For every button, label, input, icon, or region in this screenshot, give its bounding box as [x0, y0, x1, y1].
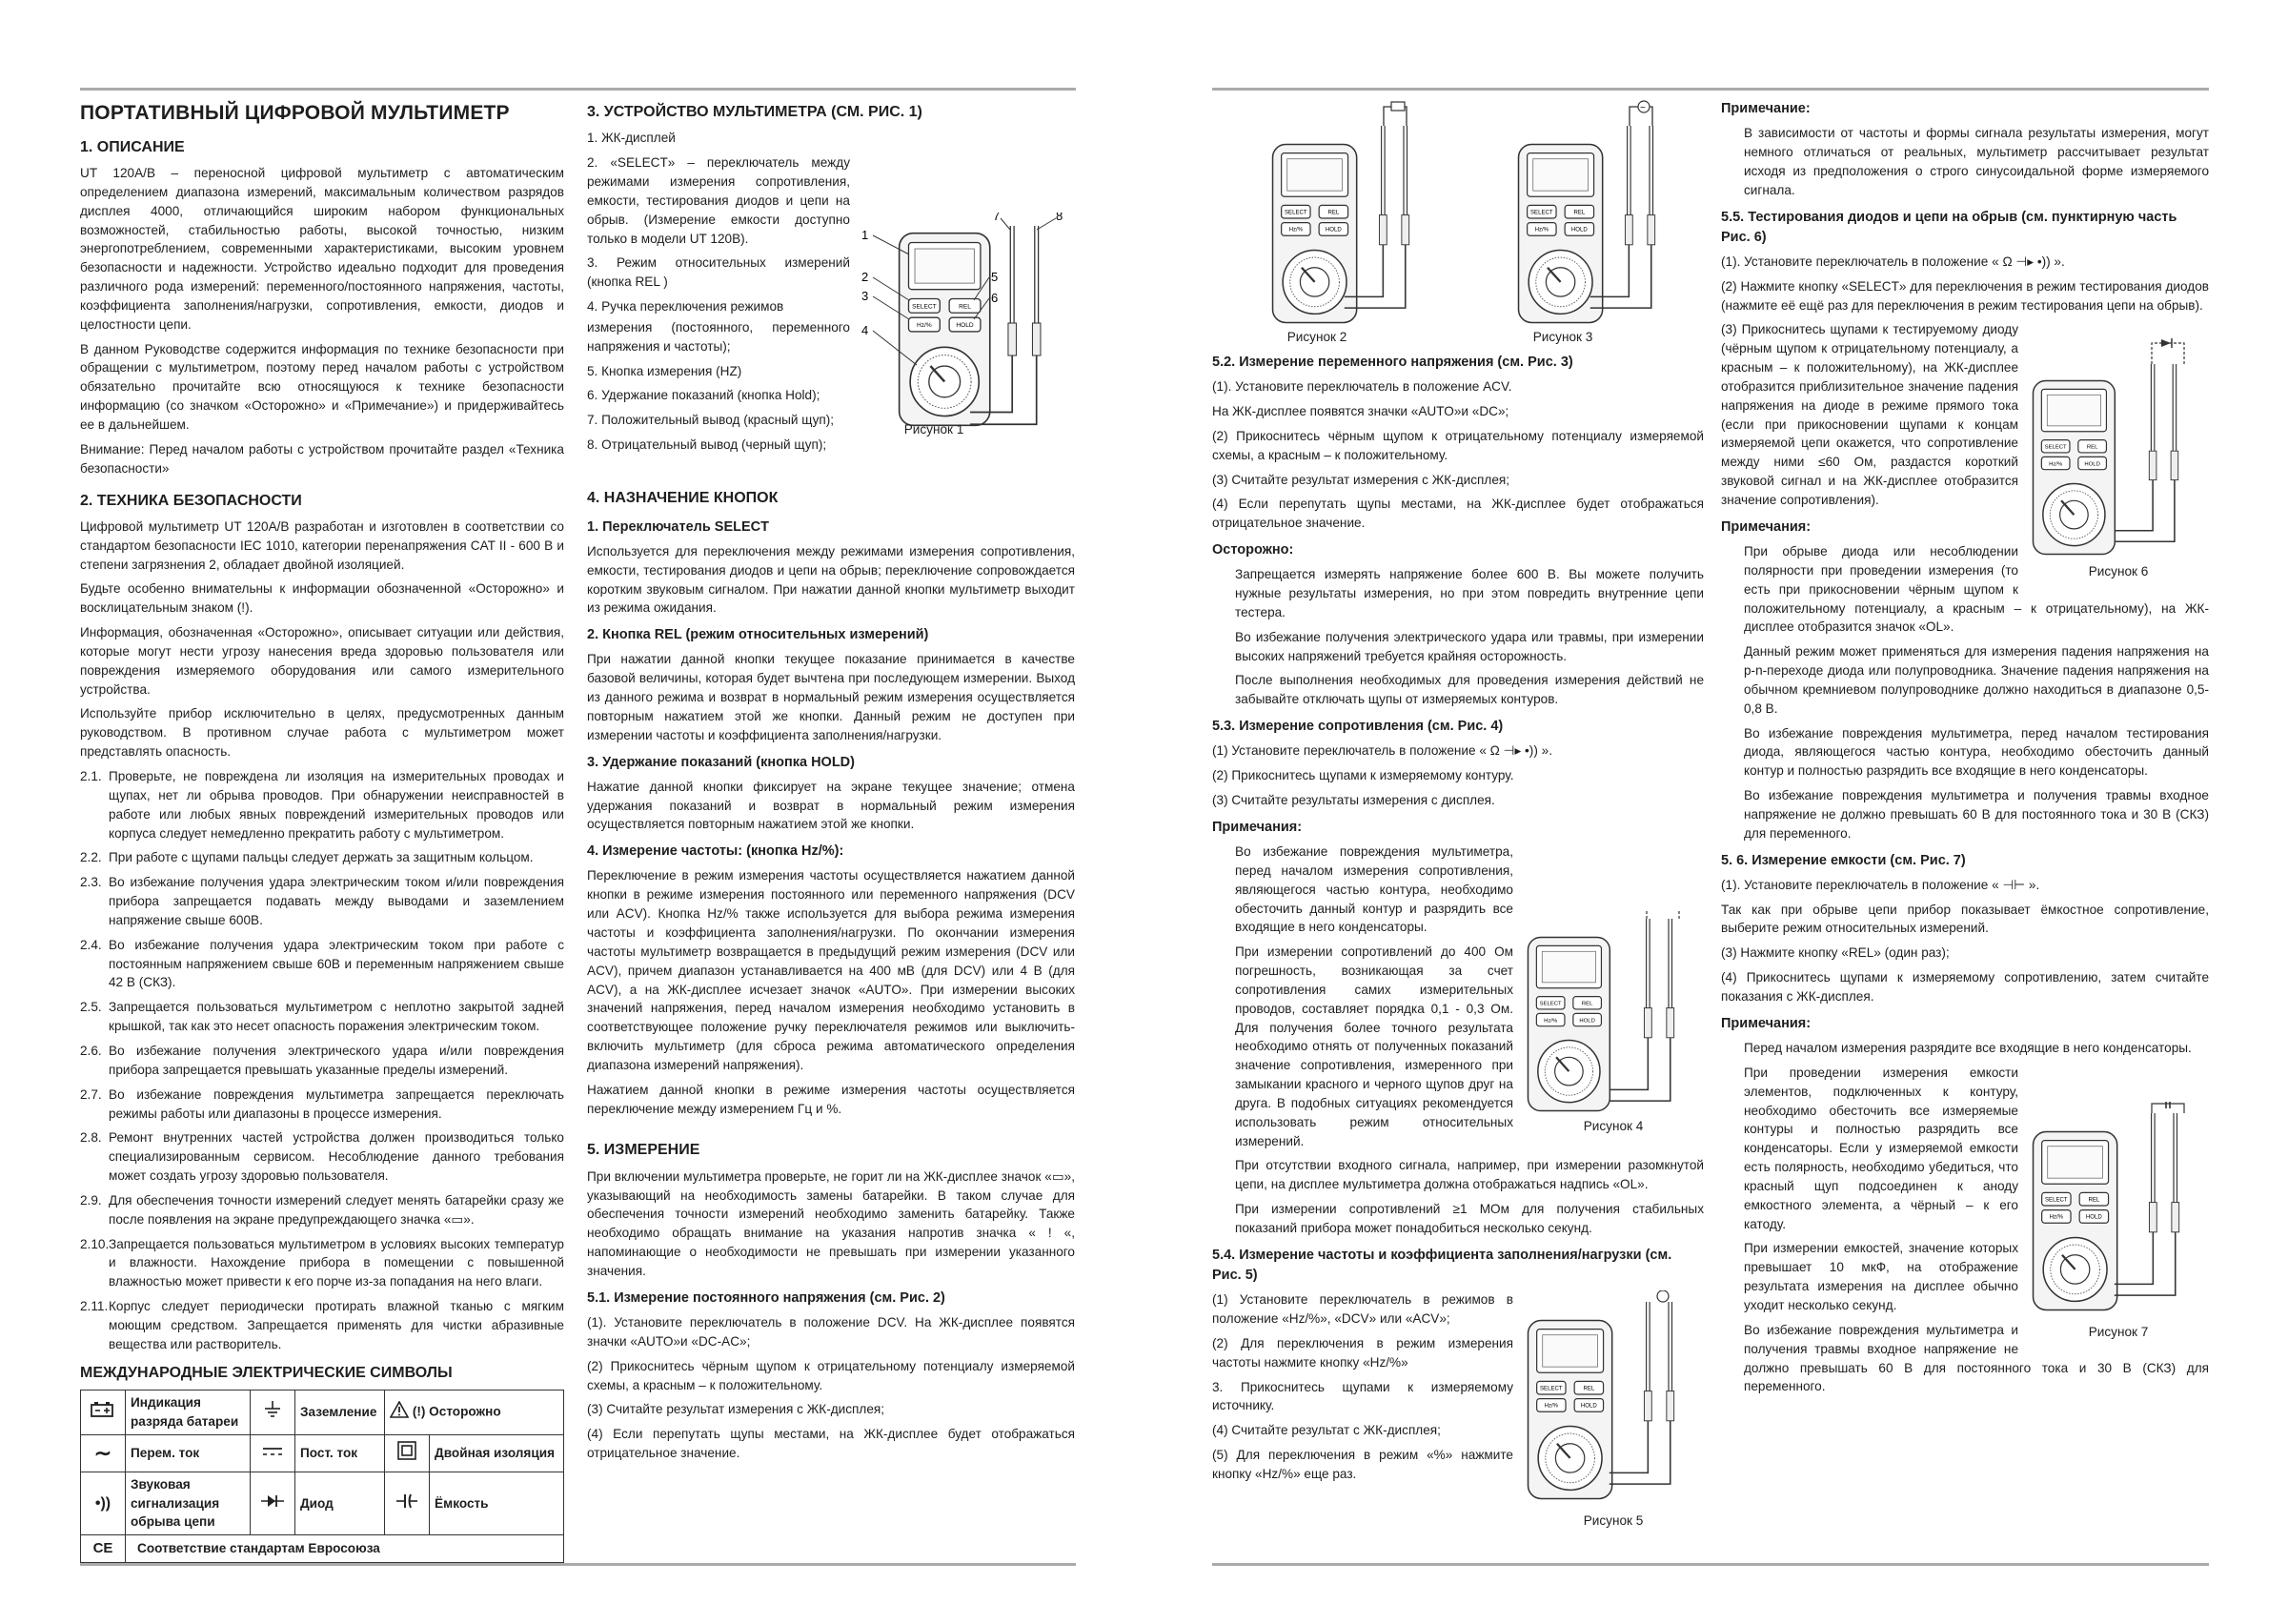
- list-item: 2.8. Ремонт внутренних частей устройства должен производиться только специализированным сервисом. Несоблюдение данного требования может создать угрозу здоровью пользователя.: [80, 1130, 564, 1184]
- callout-1: 1: [861, 228, 869, 243]
- safety-list: [80, 767, 564, 1354]
- list-item: (1). Установите переключатель в положение DCV. На ЖК-дисплее появятся значки «AUTO»и «DC-AC»;: [587, 1315, 1075, 1349]
- list-item: 2.6. Во избежание получения электрического удара и/или повреждения прибора запрещается превышать указанные пределы измерений.: [80, 1043, 564, 1077]
- paragraph: Перед началом измерения разрядите все входящие в него конденсаторы.: [1744, 1041, 2192, 1055]
- list-item: 7. Положительный вывод (красный щуп);: [587, 413, 835, 428]
- section-heading-symbols: МЕЖДУНАРОДНЫЕ ЭЛЕКТРИЧЕСКИЕ СИМВОЛЫ: [80, 1364, 453, 1381]
- list-item: 2.4. Во избежание получения удара электрическим током при работе с постоянным напряжением свыше 60В и переменным напряжением свыше 42 В (СКЗ).: [80, 937, 564, 990]
- paragraph: В зависимости от частоты и формы сигнала результаты измерения, могут немного отличаться от реальных, мультиметр рассчитывает результат исходя из предположения о строго синусоидальной форме измеряемого сигнала.: [1744, 126, 2209, 197]
- bottom-rule-right: [1212, 1563, 2209, 1566]
- paragraph: Цифровой мультиметр UT 120A/B разработан и изготовлен в соответствии со стандартом безопасности IEC 1010, категории перенапряжения CAT II - 600 В и степени загрязнения 2, обладает двойной изоляцией.: [80, 518, 564, 572]
- list-item: (2) Прикоснитесь щупами к измеряемому контуру.: [1212, 768, 1514, 783]
- multimeter-illustration: [1523, 1290, 1704, 1512]
- list-item: (3) Считайте результат измерения с ЖК-дисплея;: [1212, 472, 1510, 487]
- list-item: (2) Прикоснитесь чёрным щупом к отрицательному потенциалу измеряемой схемы, а красным – к положительному.: [1212, 428, 1704, 462]
- list-item: (3) Считайте результаты измерения с дисплея.: [1212, 792, 1495, 807]
- list-item: 2.5. Запрещается пользоваться мультиметром с неплотно закрытой задней крышкой, так как это несет опасность поражения электрическим током.: [80, 1000, 564, 1034]
- dc-icon: [251, 1434, 295, 1472]
- caution-cell: [385, 1390, 564, 1434]
- paragraph: Нажатие данной кнопки фиксирует на экране текущее значение; отмена удержания показаний и возврат в нормальный режим измерения осуществляется повторным нажатием этой же кнопки.: [587, 779, 1075, 832]
- ground-icon: [251, 1390, 295, 1434]
- list-item: 2.11. Корпус следует периодически протирать влажной тканью с мягким моющим средством. Запрещается применять для чистки абразивные вещества или растворитель.: [80, 1299, 564, 1351]
- symbol-label: Диод: [295, 1472, 385, 1535]
- paragraph: Запрещается измерять напряжение более 600 В. Вы можете получить нужные результаты измерения, но при этом повредить внутренние цепи тестера.: [1235, 567, 1704, 619]
- list-item: 2. «SELECT» – переключатель между режимами измерения сопротивления, емкости, тестирования диодов и цепи на обрыв. (Измерение емкости доступно только в модели UT 120B).: [587, 155, 850, 246]
- left-page-column-2: [587, 99, 1075, 1469]
- paragraph: Во избежание повреждения мультиметра, перед началом тестирования диода, являющегося частью контура, необходимо обесточить данный контур и полностью разрядить все входящие в него конденсаторы.: [1744, 725, 2209, 779]
- list-item: (1). Установите переключатель в положение « Ω ⊣▸ •)) ».: [1721, 254, 2065, 269]
- list-item: (4) Считайте результат с ЖК-дисплея;: [1212, 1423, 1441, 1438]
- figure-caption: Рисунок 2: [1286, 330, 1347, 344]
- list-item: 2.1. Проверьте, не повреждена ли изоляция на измерительных проводах и щупах, нет ли обрыва проводов. При обнаружении неисправностей в работе или любых явных повреждений измерительных проводов или корпуса следует немедленно прекратить работу с мультиметром.: [80, 769, 564, 841]
- paragraph: При измерении емкостей, значение которых превышает 10 мкФ, на отображение результата измерения на дисплее обычно уходит несколько секунд.: [1744, 1241, 2018, 1312]
- paragraph: При проведении измерения емкости элементов, подключенных к контуру, необходимо обесточить все измеряемые контуры и полностью разрядить все конденсаторы. Если у измеряемой емкости есть полярность, необходимо убедиться, что красный щуп подсоединен к аноду емкостного элемента, а чёрный – к его катоду.: [1744, 1065, 2018, 1231]
- symbol-label: Заземление: [295, 1390, 385, 1434]
- list-item: На ЖК-дисплее появятся значки «AUTO»и «DC»;: [1212, 404, 1509, 418]
- subheading: Примечания:: [1212, 819, 1303, 835]
- top-rule-left: [80, 88, 1076, 91]
- paragraph: Нажатием данной кнопки в режиме измерения частоты осуществляется переключение между измерением Гц и %.: [587, 1082, 1075, 1116]
- paragraph: При включении мультиметра проверьте, не горит ли на ЖК-дисплее значок «▭», указывающий на необходимость замены батарейки. В таком случае для обеспечения точности измерений необходимо заменить батарейку. Также необходимо обращать внимание на указания напротив значка « ! «, напоминающие о необходимости не превышать при измерении указанного значения.: [587, 1168, 1075, 1279]
- symbol-label: Ёмкость: [430, 1472, 564, 1535]
- section-heading-description: 1. ОПИСАНИЕ: [80, 138, 185, 155]
- list-item: 3. Режим относительных измерений (кнопка REL ): [587, 255, 850, 290]
- list-item: 2.10. Запрещается пользоваться мультиметром в условиях высоких температур и влажности. Нахождение прибора в помещении с повышенной влажностью может привести к его порче из-за попадания на него влаги.: [80, 1236, 564, 1289]
- warning-triangle-icon: [390, 1401, 409, 1424]
- section-heading-buttons: 4. НАЗНАЧЕНИЕ КНОПОК: [587, 490, 779, 507]
- subheading: 5.3. Измерение сопротивления (см. Рис. 4): [1212, 719, 1504, 735]
- figure-caption: Рисунок 4: [1583, 1118, 1644, 1133]
- list-item: измерения (постоянного, переменного напряжения и частоты);: [587, 319, 850, 354]
- paragraph: При измерении сопротивлений ≥1 МОм для получения стабильных показаний прибора может понадобиться несколько секунд.: [1235, 1202, 1704, 1235]
- list-item: 1. ЖК-дисплей: [587, 131, 676, 146]
- paragraph: После выполнения необходимых для проведения измерения действий не забывайте отключать щупы от измеряемых контуров.: [1235, 673, 1704, 707]
- symbol-label: Индикация разряда батареи: [126, 1390, 251, 1434]
- ac-icon: ∼: [81, 1434, 126, 1472]
- list-item: (4) Прикоснитесь щупами к измеряемому сопротивлению, затем считайте показания с ЖК-дисплея.: [1721, 970, 2209, 1004]
- list-item: (1) Установите переключатель в положение « Ω ⊣▸ •)) ».: [1212, 743, 1552, 759]
- list-item: 2.7. Во избежание повреждения мультиметра запрещается переключать режимы работы или диапазоны в процессе измерения.: [80, 1086, 564, 1121]
- list-item: (2) Нажмите кнопку «SELECT» для переключения в режим тестирования диодов (нажмите её ещё раз для переключения в режим тестирования цепи на обрыв).: [1721, 278, 2209, 313]
- subheading: Примечания:: [1721, 1015, 1812, 1031]
- subheading: 4. Измерение частоты: (кнопка Hz/%):: [587, 843, 844, 860]
- list-item: 8. Отрицательный вывод (черный щуп);: [587, 437, 827, 453]
- paragraph: Во избежание получения электрического удара или травмы, при измерении высоких напряжений требуется крайняя осторожность.: [1235, 629, 1704, 663]
- left-page-column-1: [80, 99, 564, 1563]
- figure-5: [1523, 1290, 1704, 1531]
- list-item: 4. Ручка переключения режимов: [587, 299, 784, 315]
- figure-1: [860, 213, 1075, 439]
- top-rule-right: [1212, 88, 2209, 91]
- list-item: 2.3. Во избежание получения удара электрическим током и/или повреждения прибора запрещается подавать между выводами и заземлением напряжение свыше 600В.: [80, 875, 564, 927]
- subheading: 3. Удержание показаний (кнопка HOLD): [587, 754, 855, 770]
- callout-2: 2: [861, 270, 869, 285]
- paragraph: Используется для переключения между режимами измерения сопротивления, емкости, тестирования диодов и цепи на обрыв; переключение сопровождается коротким звуковым сигналом. При нажатии данной кнопки мультиметр выходит из режима ожидания.: [587, 543, 1075, 616]
- device-section: [587, 129, 1075, 483]
- figure-4: [1523, 909, 1704, 1136]
- list-item: 3. Прикоснитесь щупами к измеряемому источнику.: [1212, 1379, 1513, 1413]
- symbol-label: Пост. ток: [295, 1434, 385, 1472]
- list-item: (1). Установите переключатель в положение « ⊣⊢ ».: [1721, 877, 2040, 892]
- symbol-label: Двойная изоляция: [430, 1434, 564, 1472]
- list-item: (1). Установите переключатель в положение ACV.: [1212, 379, 1512, 395]
- callout-3: 3: [861, 289, 869, 304]
- paragraph: В данном Руководстве содержится информация по технике безопасности при обращении с мультиметром, поэтому перед началом работы с устройством обязательно прочитайте всю относящуюся к технике безопасности информацию (со значком «Осторожно» и «Примечание») и придерживайтесь ее в дальнейшем.: [80, 341, 564, 432]
- paragraph: При измерении сопротивлений до 400 Ом погрешность, возникающая за счет сопротивления самих измерительных проводов, составляет порядка 0,1 - 0,3 Ом. Для получения более точного результата необходимо отнять от полученных показаний значение сопротивления, измеренного при замыкании красного и черного щупов друг на друга. В подобных ситуациях рекомендуется использовать режим относительных измерений.: [1235, 944, 1513, 1148]
- symbol-label: (!) Осторожно: [412, 1404, 501, 1419]
- subheading: Примечание:: [1721, 101, 1811, 116]
- list-item: 6. Удержание показаний (кнопка Hold);: [587, 388, 820, 403]
- double-insulation-icon: [385, 1434, 430, 1472]
- section-heading-device: 3. УСТРОЙСТВО МУЛЬТИМЕТРА (СМ. РИС. 1): [587, 104, 922, 120]
- paragraph: Будьте особенно внимательны к информации обозначенной «Осторожно» и восклицательным знаком (!).: [80, 581, 564, 616]
- subheading: 5.1. Измерение постоянного напряжения (см. Рис. 2): [587, 1289, 945, 1306]
- subheading: 2. Кнопка REL (режим относительных измерений): [587, 627, 929, 643]
- multimeter-illustration: [860, 213, 1075, 441]
- multimeter-illustration: [2028, 1102, 2209, 1323]
- list-item: (5) Для переключения в режим «%» нажмите кнопку «Hz/%» еще раз.: [1212, 1448, 1513, 1481]
- paragraph: При обрыве диода или несоблюдении полярности при проведении измерения (то есть при прикосновении чёрным щупом к положительному потенциалу, а красным – к отрицательному), на ЖК-дисплее отобразится значок «OL».: [1744, 543, 2209, 635]
- ce-mark-icon: CE: [81, 1535, 126, 1563]
- subheading: Осторожно:: [1212, 542, 1294, 558]
- figure-3: [1496, 99, 1687, 347]
- figure-caption: Рисунок 3: [1532, 330, 1593, 344]
- multimeter-illustration: [1523, 909, 1704, 1117]
- list-item: (4) Если перепутать щупы местами, на ЖК-дисплее будет отображаться отрицательное значение.: [587, 1427, 1075, 1461]
- list-item: 5. Кнопка измерения (HZ): [587, 363, 742, 378]
- subheading: 5.5. Тестирования диодов и цепи на обрыв (см. пунктирную часть Рис. 6): [1721, 209, 2177, 245]
- paragraph: Используйте прибор исключительно в целях, предусмотренных данным руководством. В противном случае работа с мультиметром может представлять опасность.: [80, 706, 564, 760]
- paragraph: При отсутствии входного сигнала, например, при измерении разомкнутой цепи, на дисплее мультиметра должна отображаться надпись «OL».: [1235, 1158, 1704, 1192]
- symbols-table: [80, 1390, 564, 1563]
- figure-2: [1250, 99, 1441, 347]
- paragraph: Во избежание повреждения мультиметра и получения травмы входное напряжение не должно превышать 60 В для постоянного тока и 30 В (СКЗ) для переменного.: [1744, 788, 2209, 841]
- battery-icon: [81, 1390, 126, 1434]
- subheading: 5.2. Измерение переменного напряжения (см. Рис. 3): [1212, 355, 1573, 370]
- list-item: (1) Установите переключатель в режимов в положение «Hz/%», «DCV» или «ACV»;: [1212, 1292, 1513, 1326]
- section-heading-measurement: 5. ИЗМЕРЕНИЕ: [587, 1142, 700, 1159]
- list-item: 2.9. Для обеспечения точности измерений следует менять батарейки сразу же после появления на экране предупреждающего значка «▭».: [80, 1192, 564, 1227]
- paragraph: Во избежание повреждения мультиметра и получения травмы входное напряжение не должно превышать 60 В для постоянного тока и 30 В (СКЗ) для переменного.: [1744, 1322, 2209, 1394]
- list-item: (3) Считайте результат измерения с ЖК-дисплея;: [587, 1402, 885, 1417]
- figure-7: [2028, 1102, 2209, 1342]
- diode-icon: [251, 1472, 295, 1535]
- paragraph: Информация, обозначенная «Осторожно», описывает ситуации или действия, которые могут нести угрозу нанесения вреда здоровью пользователя или повреждения измеряемого оборудования или самого измерительного устройства.: [80, 625, 564, 697]
- subheading: 5.4. Измерение частоты и коэффициента заполнения/нагрузки (см. Рис. 5): [1212, 1247, 1672, 1283]
- figure-6: [2028, 330, 2209, 581]
- paragraph: При нажатии данной кнопки текущее показание принимается в качестве базовой величины, которая будет вычтена при последующем измерении. Выход из данного режима и возврат в нормальный режим измерения осуществляется повторным нажатием этой же кнопки. Данный режим не доступен при измерении частоты и коэффициента заполнения/нагрузки.: [587, 652, 1075, 742]
- multimeter-illustration: [2028, 330, 2209, 570]
- list-item: (2) Для переключения в режим измерения частоты нажмите кнопку «Hz/%»: [1212, 1335, 1513, 1370]
- paragraph: Во избежание повреждения мультиметра, перед началом измерения сопротивления, являющегося частью контура, необходимо обесточить данный контур и разрядить все входящие в него конденсаторы.: [1235, 843, 1513, 935]
- paragraph: Переключение в режим измерения частоты осуществляется нажатием данной кнопки в режиме измерения постоянного или переменного напряжения (DCV или ACV). Кнопка Hz/% также используется для выбора режима измерения частоты и коэффициента заполнения/нагрузки. По окончании измерения частоты мультиметр возвращается в предыдущий режим измерения (DCV или ACV), причем диапазон устанавливается на 400 мВ (для DCV) или 4 В (для ACV), а на ЖК-дисплее исчезает значок «AUTO». При измерении высоких значений напряжения, перед началом измерения необходимо установить в соответствующее положение ручку переключателя режимов или выключить-включить мультиметр (для сброса режима автоматического определения диапазона измерений напряжения).: [587, 868, 1075, 1072]
- capacitor-icon: [385, 1472, 430, 1535]
- symbol-label: Соответствие стандартам Евросоюза: [126, 1535, 564, 1563]
- list-item: Так как при обрыве цепи прибор показывает ёмкостное сопротивление, выберите режим относительных измерений.: [1721, 902, 2209, 936]
- callout-4: 4: [861, 323, 869, 338]
- subheading: 5. 6. Измерение емкости (см. Рис. 7): [1721, 852, 1966, 868]
- right-page-column-1: [1212, 99, 1704, 1536]
- paragraph: UT 120A/B – переносной цифровой мультиметр с автоматическим определением диапазона измерений, максимальным количеством разрядов дисплея 4000, отличающийся широким набором функциональных возможностей, стабильностью работы, высокой точностью, низким энергопотреблением, современными характеристиками, высоким уровнем безопасности и надежности. Устройство идеально подходит для проведения различного рода измерений: переменного/постоянного напряжения, частоты, коэффициента заполнения/нагрузки, сопротивления, емкости, диодов и целостности цепи.: [80, 166, 564, 332]
- subheading: Примечания:: [1721, 518, 1812, 535]
- list-item: (3) Нажмите кнопку «REL» (один раз);: [1721, 945, 1950, 961]
- svg-text:~: ~: [1640, 103, 1646, 113]
- figure-caption: Рисунок 7: [2088, 1324, 2149, 1339]
- list-item: 2.2. При работе с щупами пальцы следует держать за защитным кольцом.: [80, 850, 534, 865]
- callout-8: 8: [1056, 213, 1063, 224]
- list-item: (4) Если перепутать щупы местами, на ЖК-дисплее будет отображаться отрицательное значение.: [1212, 497, 1704, 531]
- section-heading-safety: 2. ТЕХНИКА БЕЗОПАСНОСТИ: [80, 492, 302, 509]
- document-title: ПОРТАТИВНЫЙ ЦИФРОВОЙ МУЛЬТИМЕТР: [80, 102, 510, 124]
- paragraph: Данный режим может применяться для измерения падения напряжения на p-n-переходе диода или полупроводника. Значение падения напряжения на обычном кремниевом полупроводнике должно находиться в диапазоне 0,5-0,8 В.: [1744, 644, 2209, 716]
- multimeter-illustration: [1250, 99, 1441, 332]
- right-page-column-2: [1721, 99, 2209, 1402]
- bottom-rule-left: [80, 1563, 1076, 1566]
- list-item: (2) Прикоснитесь чёрным щупом к отрицательному потенциалу измеряемой схемы, а красным – к положительному.: [587, 1358, 1075, 1392]
- figures-2-3: [1212, 99, 1704, 353]
- callout-7: 7: [993, 213, 1001, 224]
- figure-caption: Рисунок 5: [1583, 1513, 1644, 1529]
- figure-caption: Рисунок 1: [903, 422, 964, 437]
- paragraph: Внимание: Перед началом работы с устройством прочитайте раздел «Техника безопасности»: [80, 441, 564, 476]
- callout-6: 6: [991, 291, 999, 306]
- buzzer-icon: •)): [81, 1472, 126, 1535]
- subheading: 1. Переключатель SELECT: [587, 518, 770, 535]
- multimeter-illustration: [1496, 99, 1687, 332]
- list-item: (3) Прикоснитесь щупами к тестируемому диоду (чёрным щупом к отрицательному потенциалу, а красным – к положительному), на ЖК-дисплее отобразится приблизительное значение падения напряжения на диоде в режиме прямого тока (если при прикосновении щупами к концам измеряемой цепи окажется, что сопротивление между ними ≤60 Ом, раздастся короткий звуковой сигнал и на ЖК-дисплее отобразится значение сопротивления).: [1721, 322, 2018, 507]
- callout-5: 5: [991, 270, 999, 285]
- figure-caption: Рисунок 6: [2088, 564, 2149, 579]
- device-parts-list: [587, 129, 850, 460]
- symbol-label: Звуковая сигнализация обрыва цепи: [126, 1472, 251, 1535]
- symbol-label: Перем. ток: [126, 1434, 251, 1472]
